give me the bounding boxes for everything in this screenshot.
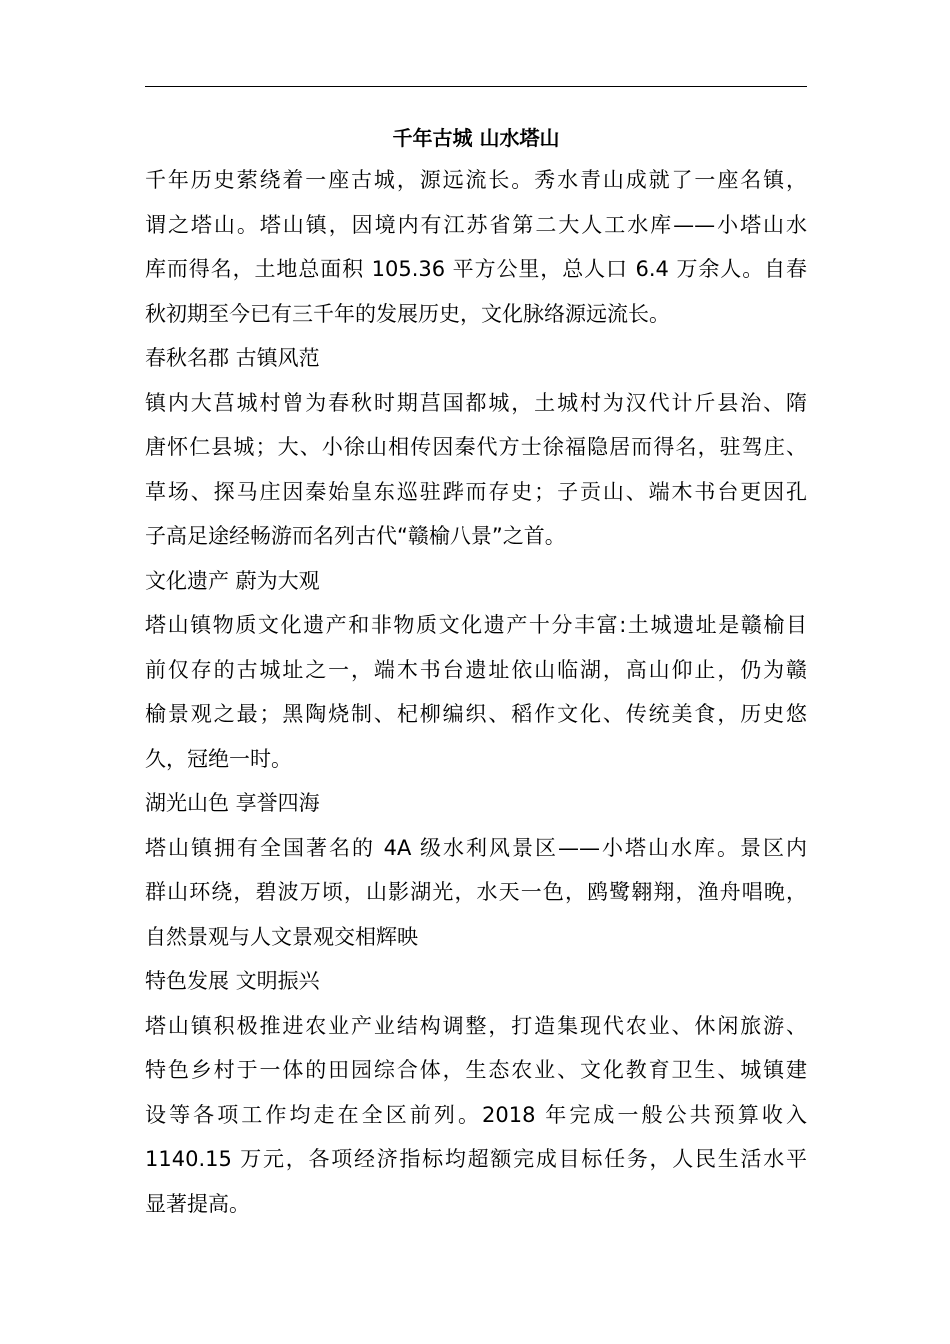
section-paragraph	[145, 826, 807, 960]
section-heading: 特色发展 文明振兴	[145, 969, 320, 993]
paragraph-line: 1140.15 万元，各项经济指标均超额完成目标任务，人民生活水平	[145, 1147, 807, 1171]
section-paragraph	[145, 603, 807, 781]
paragraph-line: 群山环绕，碧波万顷，山影湖光，水天一色，鸥鹭翱翔，渔舟唱晚，	[145, 880, 807, 904]
section-paragraph	[145, 1004, 807, 1227]
paragraph-line: 久，冠绝一时。	[145, 746, 292, 771]
paragraph-line: 库而得名，土地总面积 105.36 平方公里，总人口 6.4 万余人。自春	[145, 257, 807, 281]
paragraph-line: 塔山镇物质文化遗产和非物质文化遗产十分丰富:土城遗址是赣榆目	[145, 613, 807, 637]
document-page	[145, 0, 807, 1344]
paragraph-line: 塔山镇积极推进农业产业结构调整，打造集现代农业、休闲旅游、	[145, 1013, 807, 1038]
section-heading: 春秋名郡 古镇风范	[145, 346, 320, 370]
paragraph-line: 千年历史萦绕着一座古城，源远流长。秀水青山成就了一座名镇，	[145, 168, 807, 192]
paragraph-line: 前仅存的古城址之一，端木书台遗址依山临湖，高山仰止，仍为赣	[145, 657, 807, 682]
paragraph-line: 显著提高。	[145, 1191, 250, 1216]
paragraph-line: 子高足途经畅游而名列古代“赣榆八景”之首。	[145, 524, 566, 548]
paragraph-line: 唐怀仁县城；大、小徐山相传因秦代方士徐福隐居而得名，驻驾庄、	[145, 435, 807, 459]
paragraph-line: 镇内大莒城村曾为春秋时期莒国都城，土城村为汉代计斤县治、隋	[145, 390, 807, 415]
paragraph-line: 设等各项工作均走在全区前列。2018 年完成一般公共预算收入	[145, 1102, 807, 1127]
section-heading: 湖光山色 享誉四海	[145, 791, 320, 815]
document-body	[145, 118, 807, 1226]
document-title: 千年古城 山水塔山	[392, 126, 560, 150]
section-paragraph	[145, 381, 807, 559]
paragraph-line: 塔山镇拥有全国著名的 4A 级水利风景区——小塔山水库。景区内	[145, 835, 807, 860]
paragraph-line: 自然景观与人文景观交相辉映	[145, 924, 418, 949]
header-rule	[145, 86, 807, 87]
paragraph-line: 榆景观之最；黑陶烧制、杞柳编织、稻作文化、传统美食，历史悠	[145, 702, 807, 726]
paragraph-line: 秋初期至今已有三千年的发展历史，文化脉络源远流长。	[145, 301, 670, 326]
intro-paragraph	[145, 158, 807, 336]
paragraph-line: 草场、探马庄因秦始皇东巡驻跸而存史；子贡山、端木书台更因孔	[145, 479, 807, 504]
section-heading: 文化遗产 蔚为大观	[145, 568, 320, 593]
paragraph-line: 谓之塔山。塔山镇，因境内有江苏省第二大人工水库——小塔山水	[145, 212, 807, 237]
paragraph-line: 特色乡村于一体的田园综合体，生态农业、文化教育卫生、城镇建	[145, 1058, 807, 1082]
